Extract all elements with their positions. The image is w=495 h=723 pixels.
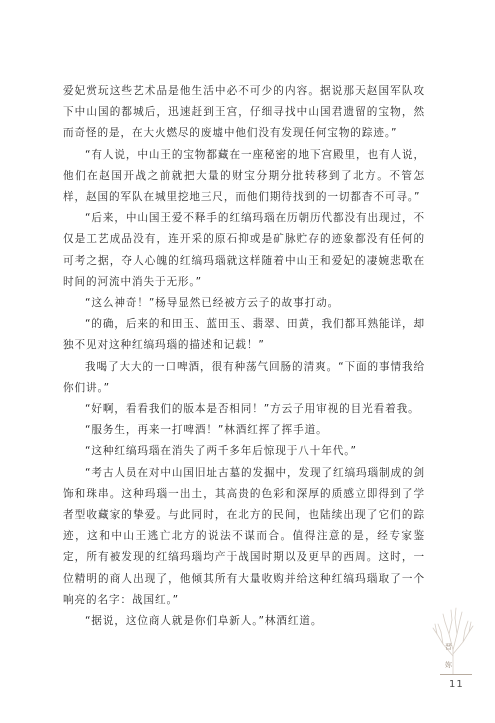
paragraph: “这种红缟玛瑙在消失了两千多年后惊现于八十年代。” <box>85 445 357 458</box>
paragraph: “后来，中山国王爱不释手的红缟玛瑙在历朝历代都没有出现过，不仅是工艺成品没有，连开采的原石抑或是矿脉贮存的迹象都没有任何的可考之据，夺人心魄的红缟玛瑙就这样随着中山王和爱妃的凄婉悲歌在时间的河流中消失于无形。” <box>63 212 425 288</box>
paragraph: “的确，后来的和田玉、蓝田玉、翡翠、田黄，我们都耳熟能详，却独不见对这种红缟玛瑙的描述和记载！” <box>63 318 425 352</box>
side-label: 晋 <box>445 643 453 651</box>
tree-icon <box>425 604 481 674</box>
body-text <box>63 81 425 632</box>
paragraph: “服务生，再来一打啤酒！”林酒红挥了挥手道。 <box>85 424 328 437</box>
page-number: 11 <box>449 679 464 690</box>
paragraph: 爱妃赏玩这些艺术品是他生活中必不可少的内容。据说那天赵国军队攻下中山国的都城后，迅速赶到王宫，仔细寻找中山国君遗留的宝物，然而奇怪的是，在大火燃尽的废墟中他们没有发现任何宝物的踪迹。” <box>63 85 425 140</box>
paragraph: “考古人员在对中山国旧址古墓的发掘中，发现了红缟玛瑙制成的剑饰和珠串。这种玛瑙一出土，其高贵的色彩和深厚的质感立即得到了学者型收藏家的挚爱。与此同时，在北方的民间，也陆续出现了它们的踪迹，这和中山王逃亡北方的说法不谋而合。值得注意的是，经专家鉴定，所有被发现的红缟玛瑙均产于战国时期以及更早的西周。这时，一位精明的商人出现了，他倾其所有大量收购并给这种红缟玛瑙取了一个响亮的名字：战国红。” <box>63 466 425 606</box>
paragraph: “据说，这位商人就是你们阜新人。”林酒红道。 <box>85 615 323 628</box>
paragraph: “这么神奇！”杨导显然已经被方云子的故事打动。 <box>85 297 340 310</box>
paragraph: “有人说，中山王的宝物都藏在一座秘密的地下宫殿里，也有人说，他们在赵国开战之前就把大量的财宝分期分批转移到了北方。不管怎样，赵国的军队在城里挖地三尺，而他们期待找到的一切都杳不可寻。” <box>63 148 425 204</box>
paragraph: “好啊，看看我们的版本是否相同！”方云子用审视的目光看着我。 <box>85 403 420 416</box>
tree-decoration <box>425 604 481 674</box>
side-label: 妳 <box>445 661 453 669</box>
divider <box>440 674 472 675</box>
paragraph: 我喝了大大的一口啤酒，很有种荡气回肠的清爽。“下面的事情我给你们讲。” <box>63 360 425 394</box>
